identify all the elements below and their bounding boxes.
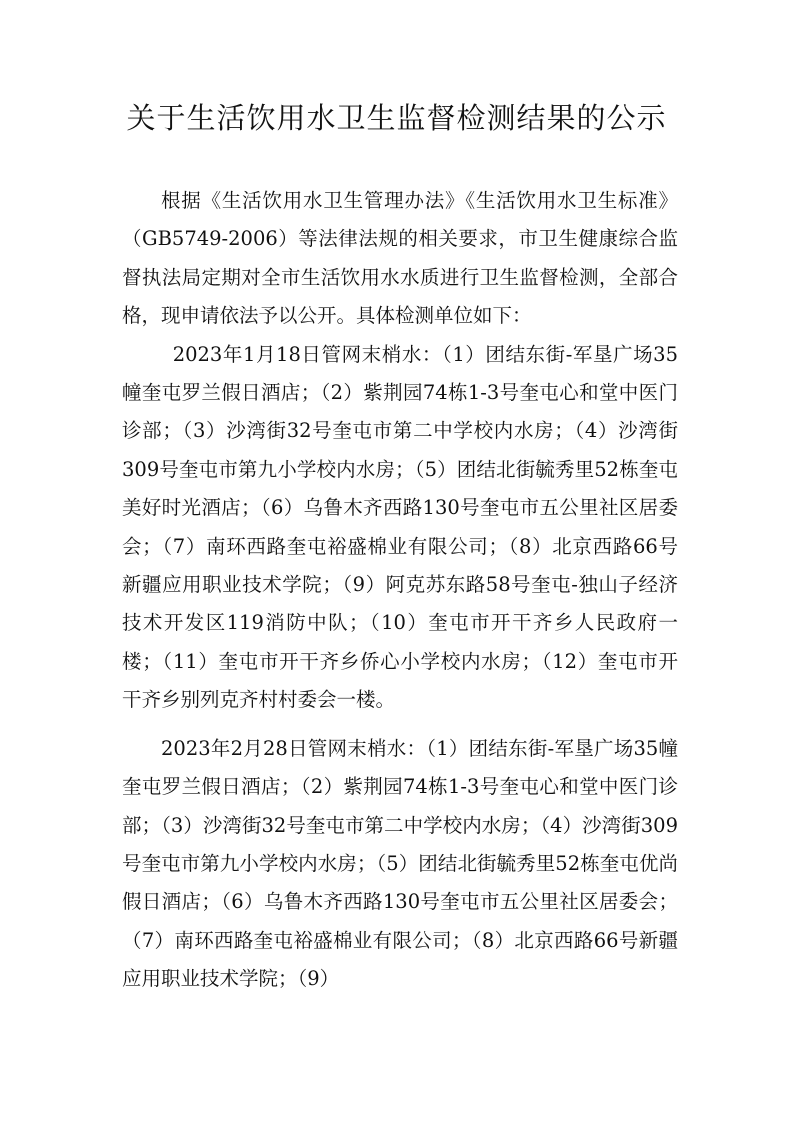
document-body [122,182,678,999]
paragraph-jan-results: 2023年1月18日管网末梢水：（1）团结东街-军垦广场35幢奎屯罗兰假日酒店；（2）紫荆园74栋1-3号奎屯心和堂中医门诊部；（3）沙湾街32号奎屯市第二中学校内水房；（4）沙湾街309号奎屯市第九小学校内水房；（5）团结北街毓秀里52栋奎屯美好时光酒店；（6）乌鲁木齐西路130号奎屯市五公里社区居委会；（7）南环西路奎屯裕盛棉业有限公司；（8）北京西路66号新疆应用职业技术学院；（9）阿克苏东路58号奎屯-独山子经济技术开发区119消防中队；（10）奎屯市开干齐乡人民政府一楼；（11）奎屯市开干齐乡侨心小学校内水房；（12）奎屯市开干齐乡别列克齐村村委会一楼。 [122,342,678,712]
document-title: 关于生活饮用水卫生监督检测结果的公示 [126,101,667,135]
paragraph-intro: 根据《生活饮用水卫生管理办法》《生活饮用水卫生标准》（GB5749-2006）等法律法规的相关要求，市卫生健康综合监督执法局定期对全市生活饮用水水质进行卫生监督检测，全部合格，现申请依法予以公开。具体检测单位如下： [122,189,678,328]
paragraph-feb-results: 2023年2月28日管网末梢水：（1）团结东街-军垦广场35幢奎屯罗兰假日酒店；（2）紫荆园74栋1-3号奎屯心和堂中医门诊部；（3）沙湾街32号奎屯市第二中学校内水房；（4）沙湾街309号奎屯市第九小学校内水房；（5）团结北街毓秀里52栋奎屯优尚假日酒店；（6）乌鲁木齐西路130号奎屯市五公里社区居委会；（7）南环西路奎屯裕盛棉业有限公司；（8）北京西路66号新疆应用职业技术学院；（9） [122,736,678,991]
